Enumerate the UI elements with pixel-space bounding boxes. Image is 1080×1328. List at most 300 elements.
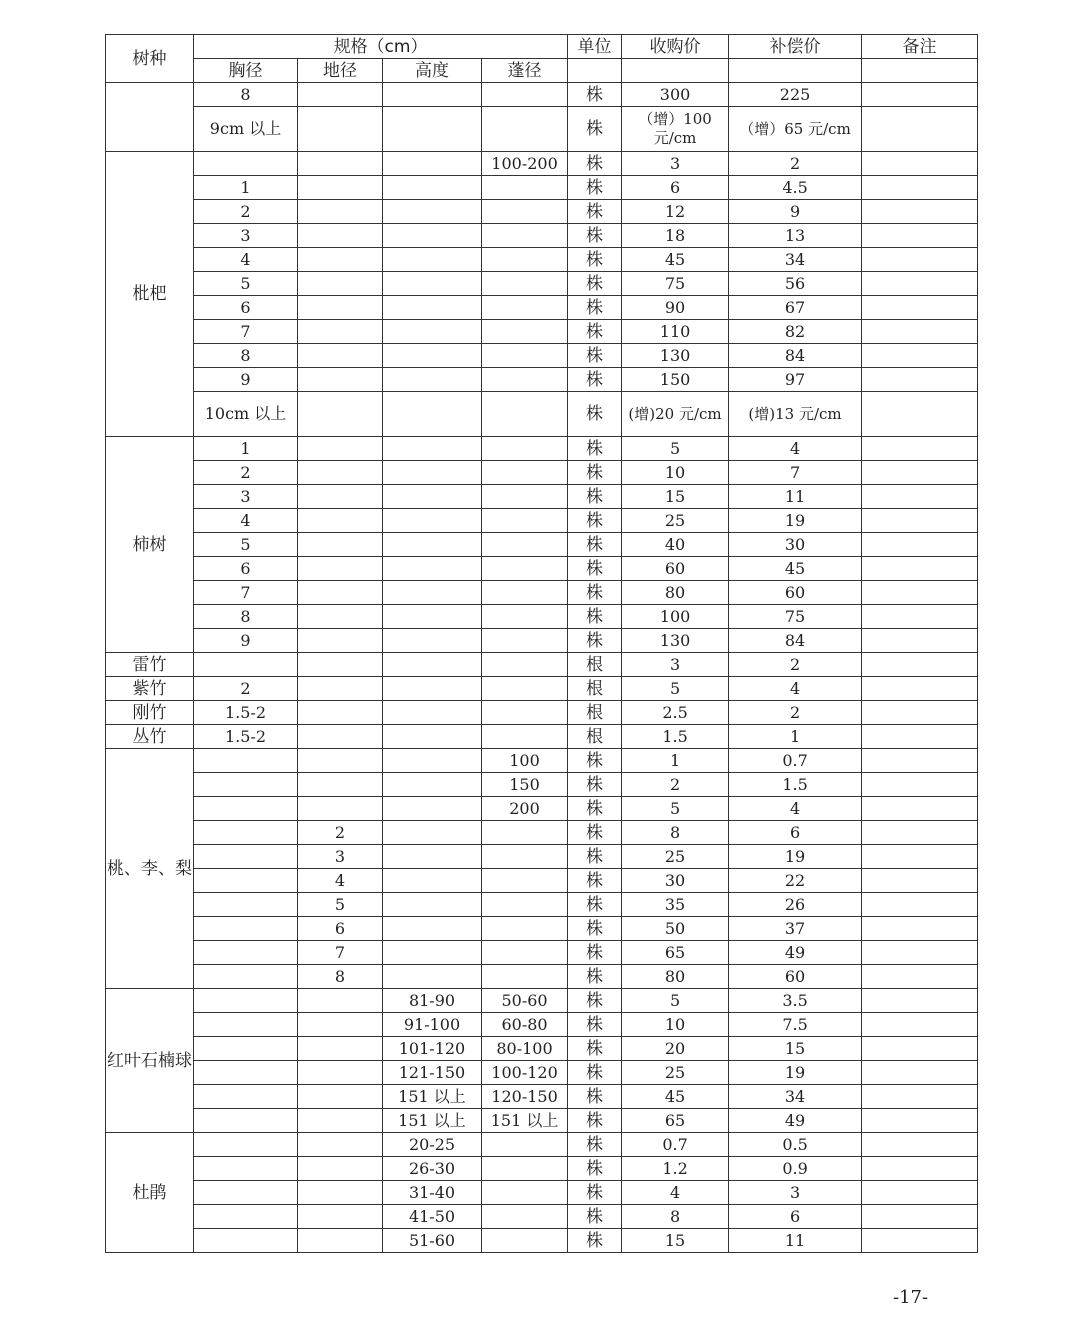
remark-cell [862,989,978,1013]
ground-diameter-cell: 7 [298,941,383,965]
unit-cell: 株 [568,869,622,893]
remark-cell [862,1157,978,1181]
unit-cell: 株 [568,821,622,845]
height-cell: 20-25 [383,1133,482,1157]
ground-diameter-cell [298,437,383,461]
chest-diameter-cell: 8 [194,344,298,368]
crown-diameter-cell [482,821,568,845]
chest-diameter-cell [194,989,298,1013]
chest-diameter-cell: 2 [194,200,298,224]
unit-cell: 株 [568,296,622,320]
unit-cell: 株 [568,461,622,485]
purchase-price-cell: 1.2 [622,1157,729,1181]
remark-cell [862,437,978,461]
compensation-cell: 84 [729,629,862,653]
chest-diameter-cell [194,845,298,869]
unit-cell: 株 [568,893,622,917]
ground-diameter-cell [298,1037,383,1061]
ground-diameter-cell [298,1133,383,1157]
ground-diameter-cell [298,605,383,629]
chest-diameter-cell [194,917,298,941]
unit-cell: 株 [568,509,622,533]
compensation-cell: 34 [729,248,862,272]
table-row [106,701,978,725]
chest-diameter-cell [194,1109,298,1133]
height-cell [383,965,482,989]
table-row [106,629,978,653]
ground-diameter-cell [298,581,383,605]
ground-diameter-cell [298,701,383,725]
crown-diameter-cell [482,1229,568,1253]
table-row [106,152,978,176]
table-row [106,1061,978,1085]
remark-cell [862,509,978,533]
purchase-price-cell: 5 [622,437,729,461]
unit-cell: 株 [568,1109,622,1133]
crown-diameter-cell [482,557,568,581]
table-row [106,845,978,869]
height-cell [383,83,482,107]
height-cell: 81-90 [383,989,482,1013]
remark-cell [862,248,978,272]
height-cell [383,320,482,344]
table-row [106,107,978,152]
crown-diameter-cell [482,869,568,893]
unit-cell: 株 [568,1085,622,1109]
remark-cell [862,320,978,344]
compensation-cell: 9 [729,200,862,224]
table-row [106,344,978,368]
crown-diameter-cell [482,437,568,461]
crown-diameter-cell [482,605,568,629]
height-cell [383,107,482,152]
ground-diameter-cell [298,344,383,368]
compensation-cell: 0.9 [729,1157,862,1181]
height-cell [383,821,482,845]
chest-diameter-cell: 8 [194,605,298,629]
height-cell [383,749,482,773]
compensation-cell: 67 [729,296,862,320]
compensation-cell: 19 [729,509,862,533]
height-cell [383,917,482,941]
header-unit-blank [568,59,622,83]
chest-diameter-cell: 4 [194,248,298,272]
header-crown-diameter: 蓬径 [482,59,568,83]
unit-cell: 株 [568,152,622,176]
height-cell [383,725,482,749]
header-row-1 [106,35,978,59]
chest-diameter-cell: 10cm 以上 [194,392,298,437]
purchase-price-cell: 2.5 [622,701,729,725]
table-row [106,437,978,461]
ground-diameter-cell: 5 [298,893,383,917]
chest-diameter-cell [194,749,298,773]
height-cell: 51-60 [383,1229,482,1253]
remark-cell [862,797,978,821]
crown-diameter-cell [482,107,568,152]
crown-diameter-cell: 200 [482,797,568,821]
ground-diameter-cell [298,272,383,296]
remark-cell [862,581,978,605]
compensation-cell: 60 [729,581,862,605]
height-cell [383,461,482,485]
chest-diameter-cell [194,893,298,917]
remark-cell [862,1085,978,1109]
table-row [106,272,978,296]
compensation-cell: 4.5 [729,176,862,200]
header-ground-diameter: 地径 [298,59,383,83]
height-cell [383,605,482,629]
remark-cell [862,83,978,107]
compensation-cell: 49 [729,1109,862,1133]
height-cell [383,629,482,653]
chest-diameter-cell [194,1181,298,1205]
purchase-price-cell: 25 [622,845,729,869]
header-spec: 规格（cm） [194,35,568,59]
species-cell: 杜鹃 [106,1133,194,1253]
purchase-price-cell: 2 [622,773,729,797]
remark-cell [862,1109,978,1133]
chest-diameter-cell: 7 [194,581,298,605]
crown-diameter-cell [482,581,568,605]
unit-cell: 株 [568,344,622,368]
chest-diameter-cell [194,1133,298,1157]
ground-diameter-cell: 2 [298,821,383,845]
species-cell: 桃、李、梨 [106,749,194,989]
purchase-price-cell: 110 [622,320,729,344]
header-purchase-price: 收购价 [622,35,729,59]
ground-diameter-cell: 6 [298,917,383,941]
height-cell [383,368,482,392]
compensation-cell: 7.5 [729,1013,862,1037]
height-cell: 151 以上 [383,1109,482,1133]
table-row [106,320,978,344]
crown-diameter-cell: 100-200 [482,152,568,176]
height-cell [383,296,482,320]
remark-cell [862,200,978,224]
unit-cell: 株 [568,320,622,344]
table-row [106,557,978,581]
ground-diameter-cell [298,392,383,437]
crown-diameter-cell [482,1133,568,1157]
compensation-cell: 84 [729,344,862,368]
chest-diameter-cell: 1 [194,437,298,461]
crown-diameter-cell [482,368,568,392]
height-cell [383,701,482,725]
unit-cell: 株 [568,941,622,965]
purchase-price-cell: 5 [622,797,729,821]
unit-cell: 株 [568,773,622,797]
table-body [106,83,978,1253]
compensation-cell: 11 [729,1229,862,1253]
purchase-price-cell: 8 [622,1205,729,1229]
purchase-price-cell: 20 [622,1037,729,1061]
unit-cell: 株 [568,200,622,224]
purchase-price-cell: 15 [622,1229,729,1253]
table-row [106,461,978,485]
ground-diameter-cell [298,677,383,701]
unit-cell: 株 [568,1013,622,1037]
compensation-cell: 97 [729,368,862,392]
compensation-cell: 7 [729,461,862,485]
compensation-cell: 3.5 [729,989,862,1013]
unit-cell: 株 [568,272,622,296]
unit-cell: 株 [568,629,622,653]
chest-diameter-cell: 2 [194,461,298,485]
table-row [106,1085,978,1109]
remark-cell [862,1037,978,1061]
chest-diameter-cell [194,653,298,677]
purchase-price-cell: （增）100 元/cm [622,107,729,152]
ground-diameter-cell: 4 [298,869,383,893]
crown-diameter-cell: 60-80 [482,1013,568,1037]
table-row [106,581,978,605]
compensation-cell: 1 [729,725,862,749]
remark-cell [862,107,978,152]
species-cell [106,83,194,152]
table-row [106,176,978,200]
chest-diameter-cell: 1 [194,176,298,200]
chest-diameter-cell: 3 [194,224,298,248]
chest-diameter-cell: 5 [194,272,298,296]
height-cell [383,485,482,509]
crown-diameter-cell: 80-100 [482,1037,568,1061]
chest-diameter-cell [194,1037,298,1061]
crown-diameter-cell [482,917,568,941]
header-species: 树种 [106,35,194,83]
purchase-price-cell: 60 [622,557,729,581]
remark-cell [862,176,978,200]
table-row [106,1037,978,1061]
compensation-cell: 2 [729,152,862,176]
remark-cell [862,392,978,437]
chest-diameter-cell: 9 [194,368,298,392]
crown-diameter-cell [482,461,568,485]
ground-diameter-cell [298,107,383,152]
ground-diameter-cell [298,1085,383,1109]
remark-cell [862,485,978,509]
compensation-cell: （增）65 元/cm [729,107,862,152]
table-row [106,1109,978,1133]
unit-cell: 株 [568,581,622,605]
table-row [106,533,978,557]
remark-cell [862,1013,978,1037]
purchase-price-cell: 12 [622,200,729,224]
table-row [106,941,978,965]
compensation-cell: 2 [729,653,862,677]
compensation-cell: 0.5 [729,1133,862,1157]
purchase-price-cell: 3 [622,653,729,677]
ground-diameter-cell [298,989,383,1013]
ground-diameter-cell [298,152,383,176]
remark-cell [862,1205,978,1229]
compensation-cell: 13 [729,224,862,248]
unit-cell: 株 [568,917,622,941]
compensation-cell: 19 [729,1061,862,1085]
height-cell: 31-40 [383,1181,482,1205]
ground-diameter-cell [298,1157,383,1181]
purchase-price-cell: 4 [622,1181,729,1205]
crown-diameter-cell [482,344,568,368]
crown-diameter-cell [482,1181,568,1205]
chest-diameter-cell: 5 [194,533,298,557]
height-cell [383,344,482,368]
remark-cell [862,296,978,320]
compensation-cell: 6 [729,821,862,845]
table-row [106,725,978,749]
purchase-price-cell: 0.7 [622,1133,729,1157]
unit-cell: 株 [568,176,622,200]
height-cell [383,557,482,581]
table-row [106,83,978,107]
crown-diameter-cell [482,965,568,989]
unit-cell: 根 [568,725,622,749]
height-cell [383,533,482,557]
height-cell: 41-50 [383,1205,482,1229]
table-row [106,893,978,917]
ground-diameter-cell [298,509,383,533]
crown-diameter-cell: 151 以上 [482,1109,568,1133]
species-cell: 柿树 [106,437,194,653]
remark-cell [862,749,978,773]
ground-diameter-cell [298,725,383,749]
compensation-cell: 37 [729,917,862,941]
chest-diameter-cell [194,869,298,893]
purchase-price-cell: 45 [622,248,729,272]
ground-diameter-cell [298,629,383,653]
table-row [106,248,978,272]
compensation-cell: 49 [729,941,862,965]
unit-cell: 根 [568,701,622,725]
table-row [106,1229,978,1253]
table-row [106,965,978,989]
chest-diameter-cell [194,773,298,797]
crown-diameter-cell [482,392,568,437]
unit-cell: 株 [568,83,622,107]
table-row [106,1181,978,1205]
unit-cell: 株 [568,845,622,869]
purchase-price-cell: 50 [622,917,729,941]
height-cell: 151 以上 [383,1085,482,1109]
height-cell [383,272,482,296]
compensation-cell: 4 [729,797,862,821]
remark-cell [862,941,978,965]
compensation-cell: (增)13 元/cm [729,392,862,437]
purchase-price-cell: 90 [622,296,729,320]
purchase-price-cell: 300 [622,83,729,107]
chest-diameter-cell [194,1157,298,1181]
header-remark: 备注 [862,35,978,59]
remark-cell [862,725,978,749]
remark-cell [862,629,978,653]
chest-diameter-cell: 6 [194,557,298,581]
species-cell: 丛竹 [106,725,194,749]
chest-diameter-cell: 4 [194,509,298,533]
table-row [106,1013,978,1037]
remark-cell [862,893,978,917]
ground-diameter-cell [298,1061,383,1085]
purchase-price-cell: 75 [622,272,729,296]
crown-diameter-cell: 50-60 [482,989,568,1013]
compensation-cell: 22 [729,869,862,893]
purchase-price-cell: 1 [622,749,729,773]
crown-diameter-cell [482,83,568,107]
ground-diameter-cell [298,368,383,392]
compensation-cell: 4 [729,437,862,461]
ground-diameter-cell [298,533,383,557]
header-remark-blank [862,59,978,83]
unit-cell: 株 [568,1181,622,1205]
remark-cell [862,1181,978,1205]
crown-diameter-cell: 150 [482,773,568,797]
unit-cell: 株 [568,224,622,248]
table-row [106,869,978,893]
crown-diameter-cell [482,176,568,200]
table-row [106,1205,978,1229]
crown-diameter-cell: 100 [482,749,568,773]
ground-diameter-cell: 3 [298,845,383,869]
height-cell [383,797,482,821]
compensation-cell: 82 [729,320,862,344]
height-cell [383,248,482,272]
compensation-cell: 75 [729,605,862,629]
ground-diameter-cell [298,1181,383,1205]
header-row-2 [106,59,978,83]
chest-diameter-cell: 9cm 以上 [194,107,298,152]
unit-cell: 株 [568,605,622,629]
remark-cell [862,224,978,248]
crown-diameter-cell [482,509,568,533]
height-cell [383,653,482,677]
crown-diameter-cell [482,1157,568,1181]
compensation-cell: 15 [729,1037,862,1061]
chest-diameter-cell: 1.5-2 [194,725,298,749]
ground-diameter-cell [298,485,383,509]
header-chest-diameter: 胸径 [194,59,298,83]
ground-diameter-cell [298,1229,383,1253]
crown-diameter-cell [482,248,568,272]
crown-diameter-cell [482,845,568,869]
crown-diameter-cell [482,701,568,725]
species-cell: 雷竹 [106,653,194,677]
unit-cell: 根 [568,677,622,701]
purchase-price-cell: 15 [622,485,729,509]
table-row [106,797,978,821]
compensation-cell: 4 [729,677,862,701]
unit-cell: 株 [568,1061,622,1085]
remark-cell [862,1133,978,1157]
remark-cell [862,1229,978,1253]
purchase-price-cell: 5 [622,989,729,1013]
crown-diameter-cell: 100-120 [482,1061,568,1085]
chest-diameter-cell: 3 [194,485,298,509]
ground-diameter-cell [298,557,383,581]
compensation-cell: 30 [729,533,862,557]
species-cell: 枇杷 [106,152,194,437]
height-cell [383,392,482,437]
crown-diameter-cell [482,725,568,749]
compensation-cell: 45 [729,557,862,581]
crown-diameter-cell [482,296,568,320]
remark-cell [862,677,978,701]
remark-cell [862,368,978,392]
chest-diameter-cell: 9 [194,629,298,653]
header-unit: 单位 [568,35,622,59]
chest-diameter-cell [194,821,298,845]
unit-cell: 株 [568,368,622,392]
purchase-price-cell: 130 [622,629,729,653]
height-cell: 91-100 [383,1013,482,1037]
